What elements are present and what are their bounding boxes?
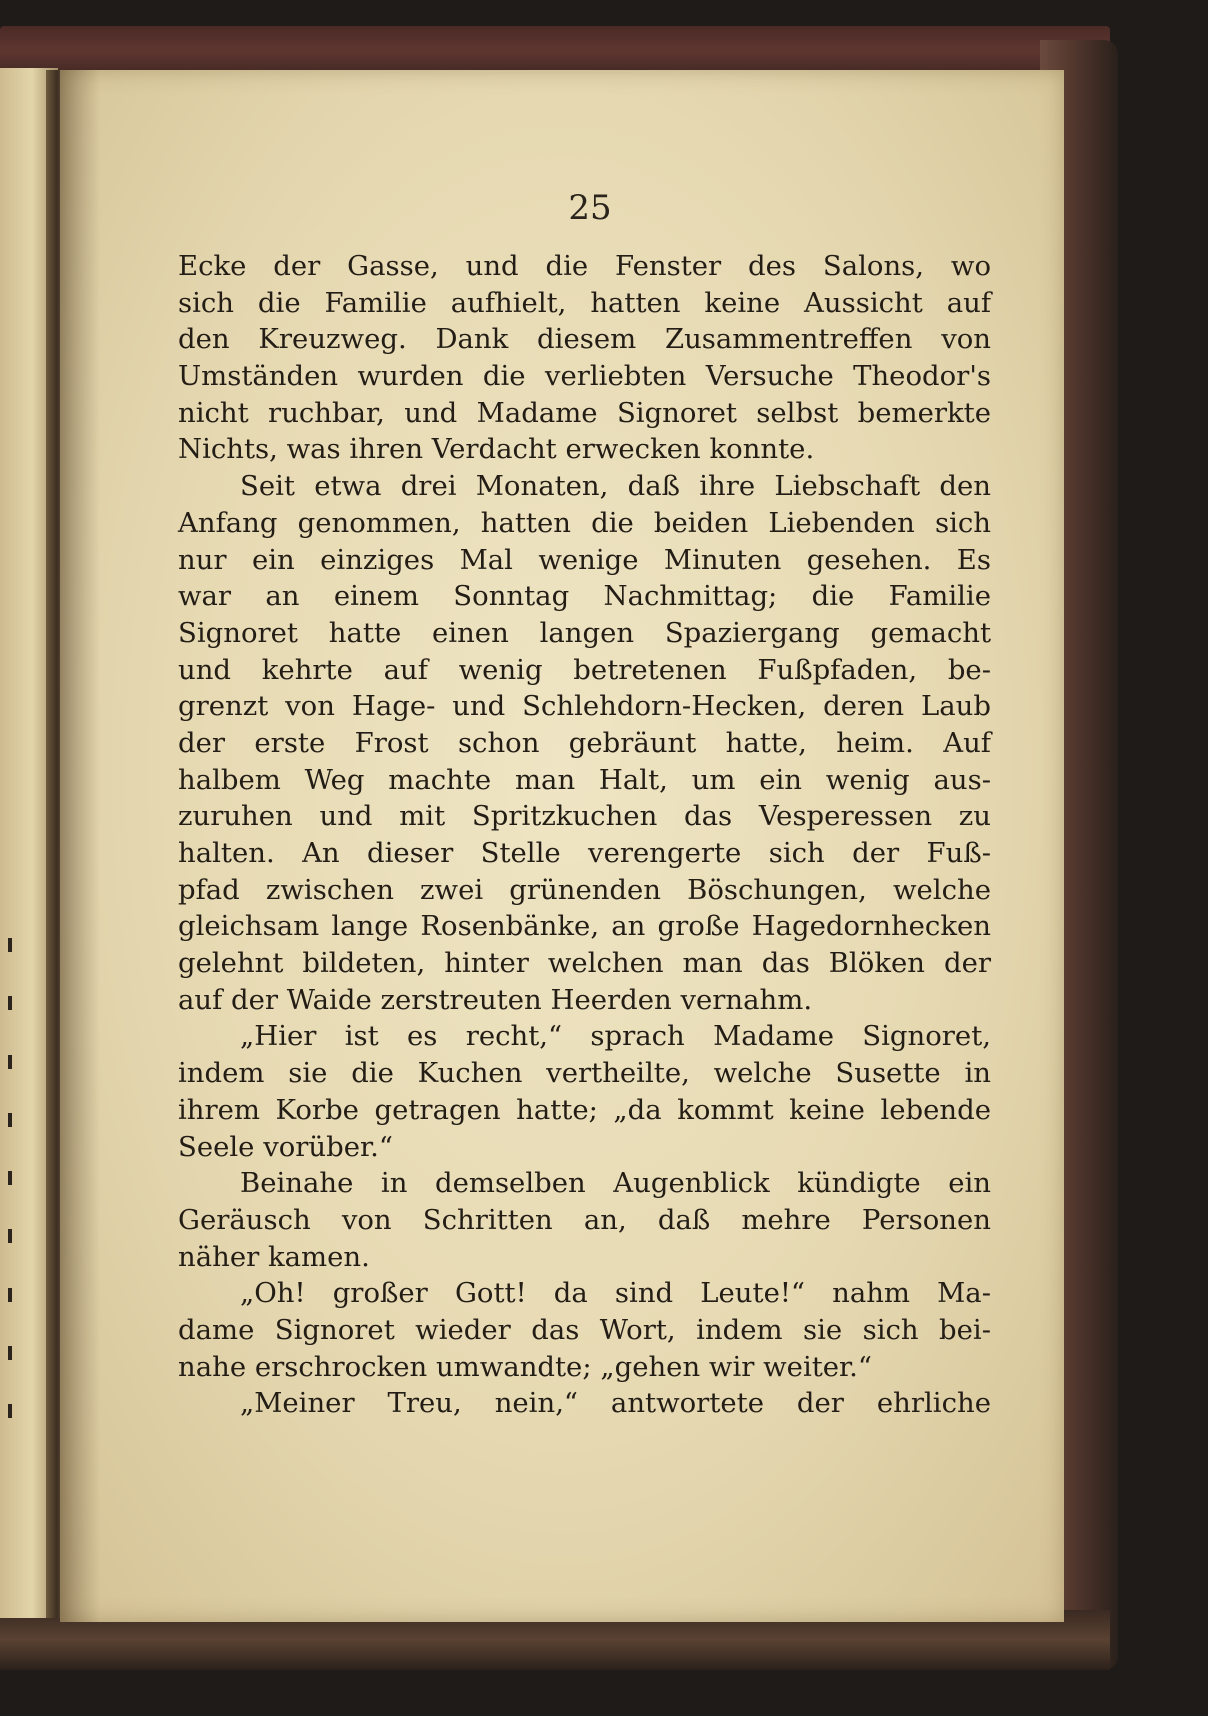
text-line: „Oh! großer Gott! da sind Leute!“ nahm Ma- — [240, 1277, 991, 1310]
left-page-print-marks — [4, 938, 16, 1418]
text-line: Seit etwa drei Monaten, daß ihre Liebschaft den — [240, 470, 991, 503]
text-line: „Hier ist es recht,“ sprach Madame Signoret, — [240, 1020, 991, 1053]
text-line: Beinahe in demselben Augenblick kündigte ein — [240, 1167, 991, 1200]
text-line: auf der Waide zerstreuten Heerden vernahm. — [178, 983, 813, 1016]
text-line: war an einem Sonntag Nachmittag; die Familie — [178, 580, 991, 613]
text-line: halten. An dieser Stelle verengerte sich der Fuß- — [178, 837, 991, 869]
text-line: gelehnt bildeten, hinter welchen man das Blöken der — [178, 947, 991, 980]
text-line: der erste Frost schon gebräunt hatte, heim. Auf — [178, 726, 991, 759]
page-number: 25 — [568, 188, 612, 228]
text-line: nur ein einziges Mal wenige Minuten gesehen. Es — [178, 543, 991, 576]
text-line: Signoret hatte einen langen Spaziergang gemacht — [178, 616, 991, 649]
text-line: und kehrte auf wenig betretenen Fußpfaden, be- — [178, 653, 991, 686]
text-line: nahe erschrocken umwandte; „gehen wir weiter.“ — [178, 1350, 872, 1383]
text-line: den Kreuzweg. Dank diesem Zusammentreffen von — [178, 323, 991, 356]
text-line: ihrem Korbe getragen hatte; „da kommt keine lebende — [178, 1093, 991, 1126]
body-text — [178, 248, 991, 1422]
text-line: halbem Weg machte man Halt, um ein wenig aus- — [178, 763, 991, 796]
text-line: nicht ruchbar, und Madame Signoret selbst bemerkte — [178, 396, 991, 429]
text-line: Nichts, was ihren Verdacht erwecken konnte. — [178, 433, 815, 466]
text-line: näher kamen. — [178, 1240, 370, 1273]
text-line: gleichsam lange Rosenbänke, an große Hagedornhecken — [178, 910, 991, 943]
text-line: Seele vorüber.“ — [178, 1130, 393, 1163]
text-line: Ecke der Gasse, und die Fenster des Salons, wo — [178, 250, 991, 282]
right-page — [60, 70, 1064, 1622]
text-line: sich die Familie aufhielt, hatten keine Aussicht auf — [178, 286, 991, 319]
text-line: pfad zwischen zwei grünenden Böschungen, welche — [178, 873, 991, 906]
text-line: indem sie die Kuchen vertheilte, welche Susette in — [178, 1057, 991, 1090]
text-line: dame Signoret wieder das Wort, indem sie sich bei- — [178, 1313, 991, 1346]
text-line: Anfang genommen, hatten die beiden Liebenden sich — [178, 506, 991, 539]
text-line: grenzt von Hage- und Schlehdorn-Hecken, deren Laub — [178, 690, 991, 723]
text-line: zuruhen und mit Spritzkuchen das Vesperessen zu — [178, 800, 991, 833]
text-line: Umständen wurden die verliebten Versuche Theodor's — [178, 360, 991, 393]
text-line: Geräusch von Schritten an, daß mehre Personen — [178, 1203, 991, 1236]
text-line: „Meiner Treu, nein,“ antwortete der ehrliche — [240, 1387, 991, 1420]
